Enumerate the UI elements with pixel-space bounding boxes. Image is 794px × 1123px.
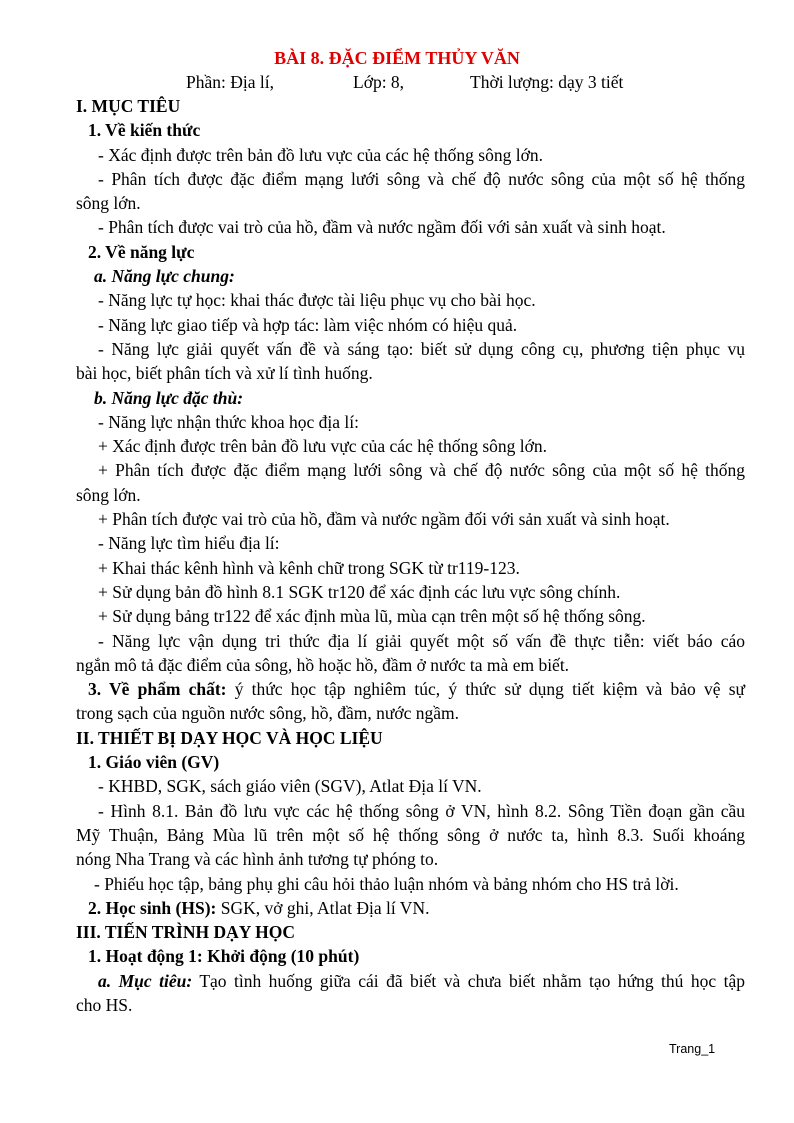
section-heading: III. TIẾN TRÌNH DẠY HỌC [76,922,295,943]
paragraph-line: + Khai thác kênh hình và kênh chữ trong SGK từ tr119-123. [98,557,520,578]
paragraph-line: ngắn mô tả đặc điểm của sông, hồ hoặc hồ, đầm ở nước ta mà em biết. [76,654,570,675]
paragraph-line [76,677,745,701]
inline-heading: 2. Học sinh (HS): [88,897,217,918]
paragraph-line: - Năng lực giao tiếp và hợp tác: làm việc nhóm có hiệu quả. [98,314,518,335]
paragraph-line: - Năng lực nhận thức khoa học địa lí: [98,411,359,432]
paragraph-line: - Năng lực tự học: khai thác được tài liệu phục vụ cho bài học. [98,290,536,311]
meta-subject: Phần: Địa lí, [186,72,274,92]
section-heading: I. MỤC TIÊU [76,96,181,116]
subsubsection-heading: b. Năng lực đặc thù: [94,387,244,408]
paragraph-line: Mỹ Thuận, Bảng Mùa lũ trên một số hệ thống sông ở nước ta, hình 8.3. Suối khoáng [76,824,745,845]
subsubsection-heading: a. Năng lực chung: [94,266,235,287]
subsection-heading: 2. Về năng lực [88,241,195,262]
paragraph-line: - Năng lực giải quyết vấn đề và sáng tạo: biết sử dụng công cụ, phương tiện phục vụ [98,338,745,359]
subsection-heading: 1. Về kiến thức [88,120,201,141]
inline-text: ý thức học tập nghiêm túc, ý thức sử dụng tiết kiệm và bảo vệ sự [226,679,745,700]
paragraph-line: + Xác định được trên bản đồ lưu vực của các hệ thống sông lớn. [98,436,548,457]
paragraph-line: + Phân tích được đặc điểm mạng lưới sông và chế độ nước sông của một số hệ thống [98,460,745,481]
lesson-title: BÀI 8. ĐẶC ĐIỂM THỦY VĂN [274,48,520,68]
section-heading: II. THIẾT BỊ DẠY HỌC VÀ HỌC LIỆU [76,727,383,748]
inline-heading: 3. Về phẩm chất: [88,679,227,700]
meta-duration: Thời lượng: dạy 3 tiết [470,72,624,92]
paragraph-line: + Phân tích được vai trò của hồ, đầm và nước ngầm đối với sản xuất và sinh hoạt. [98,509,670,530]
paragraph-line: - Hình 8.1. Bản đồ lưu vực các hệ thống sông ở VN, hình 8.2. Sông Tiền đoạn gần cầu [98,800,745,821]
paragraph-line [76,896,745,920]
paragraph-line: nóng Nha Trang và các hình ảnh tương tự phóng to. [76,849,439,870]
paragraph-line: - Xác định được trên bản đồ lưu vực của các hệ thống sông lớn. [98,144,543,165]
paragraph-line: trong sạch của nguồn nước sông, hồ, đầm, nước ngầm. [76,703,460,724]
paragraph-line: sông lớn. [76,484,141,505]
document-body [76,94,745,1017]
paragraph-line: sông lớn. [76,193,141,214]
paragraph-line: + Sử dụng bản đồ hình 8.1 SGK tr120 để xác định các lưu vực sông chính. [98,581,621,602]
paragraph-line: - Phân tích được vai trò của hồ, đầm và nước ngầm đối với sản xuất và sinh hoạt. [98,217,666,238]
inline-text: Tạo tình huống giữa cái đã biết và chưa biết nhằm tạo hứng thú học tập [192,970,745,991]
subsection-heading: 1. Giáo viên (GV) [88,752,220,773]
paragraph-line: - Phân tích được đặc điểm mạng lưới sông và chế độ nước sông của một số hệ thống [98,168,745,189]
page-number: Trang_1 [669,1042,716,1056]
paragraph-line [76,969,745,993]
meta-grade: Lớp: 8, [353,72,405,92]
paragraph-line: cho HS. [76,994,133,1015]
paragraph-line: - KHBD, SGK, sách giáo viên (SGV), Atlat Địa lí VN. [98,776,482,797]
subsection-heading: 1. Hoạt động 1: Khởi động (10 phút) [88,946,360,967]
paragraph-line: - Năng lực vận dụng tri thức địa lí giải quyết một số vấn đề thực tiễn: viết báo cáo [98,630,745,651]
inline-heading: a. Mục tiêu: [98,970,193,991]
paragraph-line: + Sử dụng bảng tr122 để xác định mùa lũ, mùa cạn trên một số hệ thống sông. [98,606,646,627]
paragraph-line: - Phiếu học tập, bảng phụ ghi câu hỏi thảo luận nhóm và bảng nhóm cho HS trả lời. [94,873,679,894]
inline-text: SGK, vở ghi, Atlat Địa lí VN. [216,897,430,918]
paragraph-line: - Năng lực tìm hiểu địa lí: [98,533,280,554]
paragraph-line: bài học, biết phân tích và xử lí tình huống. [76,363,373,384]
